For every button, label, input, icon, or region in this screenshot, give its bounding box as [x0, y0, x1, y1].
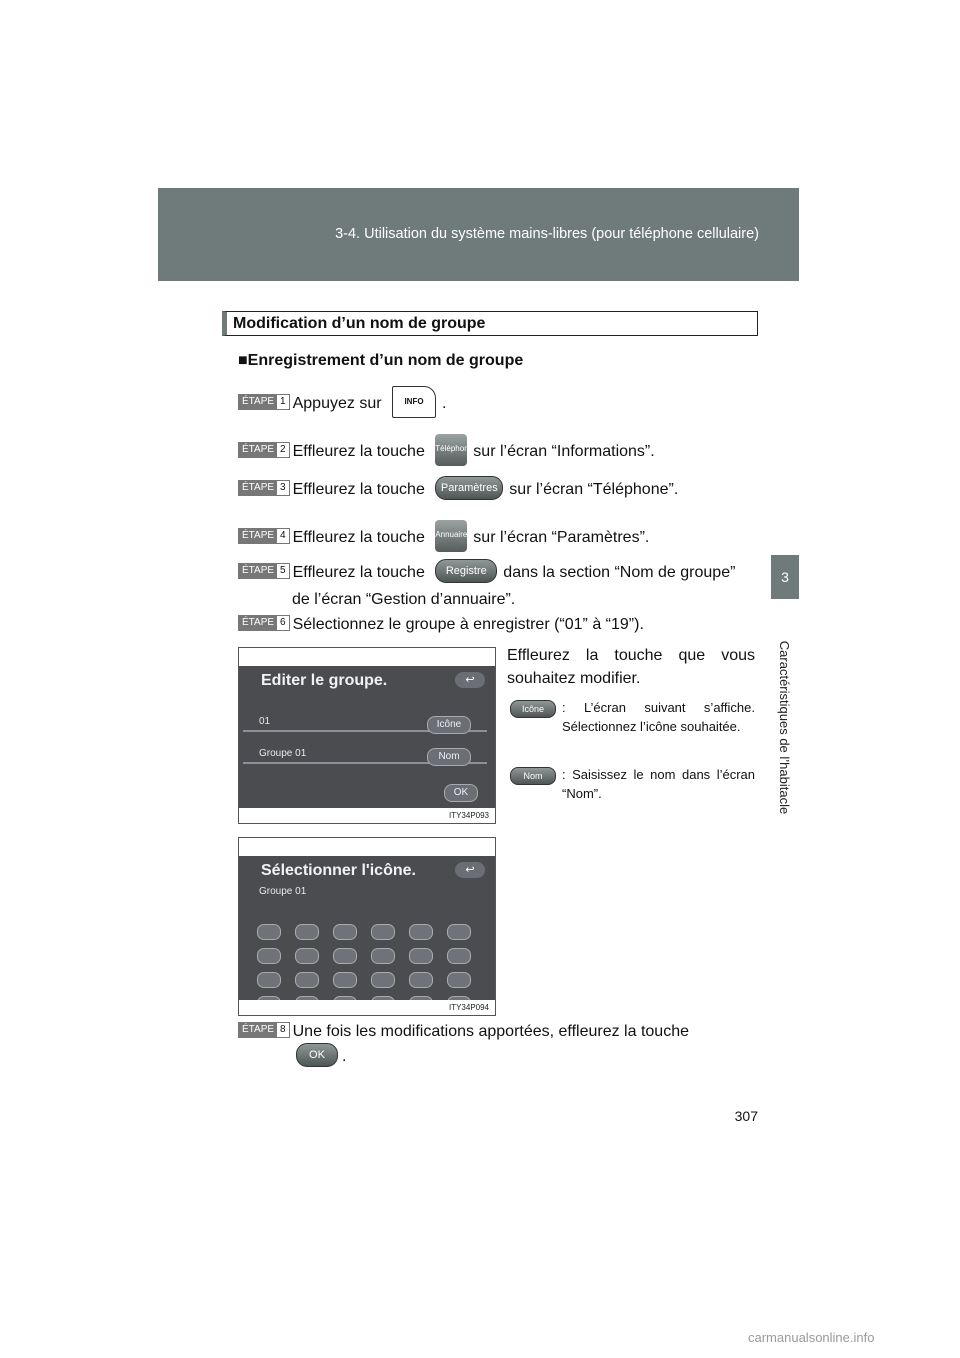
telephone-button-icon: Téléphone — [435, 434, 467, 466]
group-icon-option — [333, 972, 357, 988]
group-icon-option — [447, 948, 471, 964]
step-label: ÉTAPE 8 — [238, 1022, 290, 1038]
group-icon-option — [409, 924, 433, 940]
annuaire-button-icon: Annuaire — [435, 520, 467, 552]
sidebar-label-wrap — [771, 612, 799, 842]
select-icon-display — [239, 856, 495, 1000]
group-icon-option — [295, 972, 319, 988]
group-icon-option — [409, 996, 433, 1000]
group-icon-option — [409, 972, 433, 988]
registre-button-icon: Registre — [435, 559, 497, 583]
chapter-tab: 3 — [771, 555, 799, 599]
step-2: ÉTAPE 2 Effleurez la touche Téléphonesur l’écran “Informations”. — [238, 436, 655, 468]
group-icon-option — [371, 948, 395, 964]
legend-icone: Icône : L’écran suivant s’affiche. Sélectionnez l’icône souhaitée. — [510, 698, 755, 736]
step-7-text: Effleurez la touche que vous souhaitez modifier. — [507, 647, 755, 687]
select-icon-screenshot — [238, 837, 496, 1016]
group-icon-option — [371, 996, 395, 1000]
step-6: ÉTAPE 6 Sélectionnez le groupe à enregistrer (“01” à “19”). — [238, 613, 644, 636]
step-label: ÉTAPE 5 — [238, 563, 290, 579]
group-icon-option — [295, 996, 319, 1000]
ok-button-icon: OK — [296, 1043, 338, 1067]
step-label: ÉTAPE 4 — [238, 528, 290, 544]
step-4: ÉTAPE 4 Effleurez la touche Annuaire sur l’écran “Paramètres”. — [238, 522, 649, 554]
chapter-header — [158, 188, 799, 281]
group-icon-option — [333, 996, 357, 1000]
group-number: 01 — [259, 716, 271, 727]
screen-title: Sélectionner l'icône. — [261, 862, 416, 879]
group-icon-option — [371, 924, 395, 940]
step-5-line2: de l’écran “Gestion d’annuaire”. — [292, 591, 516, 608]
icone-screen-button: Icône — [427, 716, 471, 734]
legend-nom: Nom : Saisissez le nom dans l’écran “Nom”. — [510, 765, 755, 803]
sidebar-label: Caractéristiques de l’habitacle — [777, 640, 793, 814]
step-3: ÉTAPE 3 Effleurez la touche Paramètres sur l’écran “Téléphone”. — [238, 478, 678, 502]
group-icon-option — [257, 924, 281, 940]
watermark: carmanualsonline.info — [748, 1330, 875, 1345]
chapter-title: 3-4. Utilisation du système mains-libres (pour téléphone cellulaire) — [335, 226, 759, 242]
nom-screen-button: Nom — [427, 748, 471, 766]
info-button-icon: INFO — [392, 386, 436, 418]
group-icon-option — [257, 972, 281, 988]
icon-grid — [257, 924, 469, 1000]
group-icon-option — [447, 996, 471, 1000]
back-arrow-icon: ↩ — [455, 672, 485, 688]
group-icon-option — [409, 948, 433, 964]
step-8-line2: OK . — [296, 1045, 346, 1069]
group-icon-option — [371, 972, 395, 988]
group-icon-option — [333, 948, 357, 964]
back-arrow-icon: ↩ — [455, 862, 485, 878]
edit-group-display — [239, 666, 495, 808]
subheading: ■Enregistrement d’un nom de groupe — [238, 352, 524, 369]
figure-code: ITY34P093 — [448, 811, 489, 820]
group-name: Groupe 01 — [259, 748, 307, 759]
section-title: Modification d’un nom de groupe — [222, 311, 758, 336]
step-label: ÉTAPE 2 — [238, 442, 290, 458]
icone-button-icon: Icône — [510, 700, 556, 718]
parametres-button-icon: Paramètres — [435, 476, 503, 500]
group-icon-option — [447, 972, 471, 988]
ok-screen-button: OK — [444, 784, 478, 802]
step-label: ÉTAPE 6 — [238, 615, 290, 631]
group-icon-option — [295, 948, 319, 964]
figure-code: ITY34P094 — [448, 1003, 489, 1012]
group-icon-option — [447, 924, 471, 940]
step-label: ÉTAPE 1 — [238, 394, 290, 410]
screen-title: Editer le groupe. — [261, 672, 388, 689]
group-icon-option — [257, 996, 281, 1000]
group-icon-option — [333, 924, 357, 940]
group-icon-option — [257, 948, 281, 964]
page-number: 307 — [734, 1108, 758, 1124]
group-icon-option — [295, 924, 319, 940]
step-1: ÉTAPE 1 Appuyez sur INFO . — [238, 388, 446, 420]
edit-group-screenshot — [238, 647, 496, 824]
step-label: ÉTAPE 3 — [238, 480, 290, 496]
step-8: ÉTAPE 8 Une fois les modifications apportées, effleurez la touche — [238, 1020, 754, 1043]
nom-button-icon: Nom — [510, 767, 556, 785]
group-name: Groupe 01 — [259, 886, 307, 897]
step-5: ÉTAPE 5 Effleurez la touche Registre dans la section “Nom de groupe” — [238, 561, 735, 585]
